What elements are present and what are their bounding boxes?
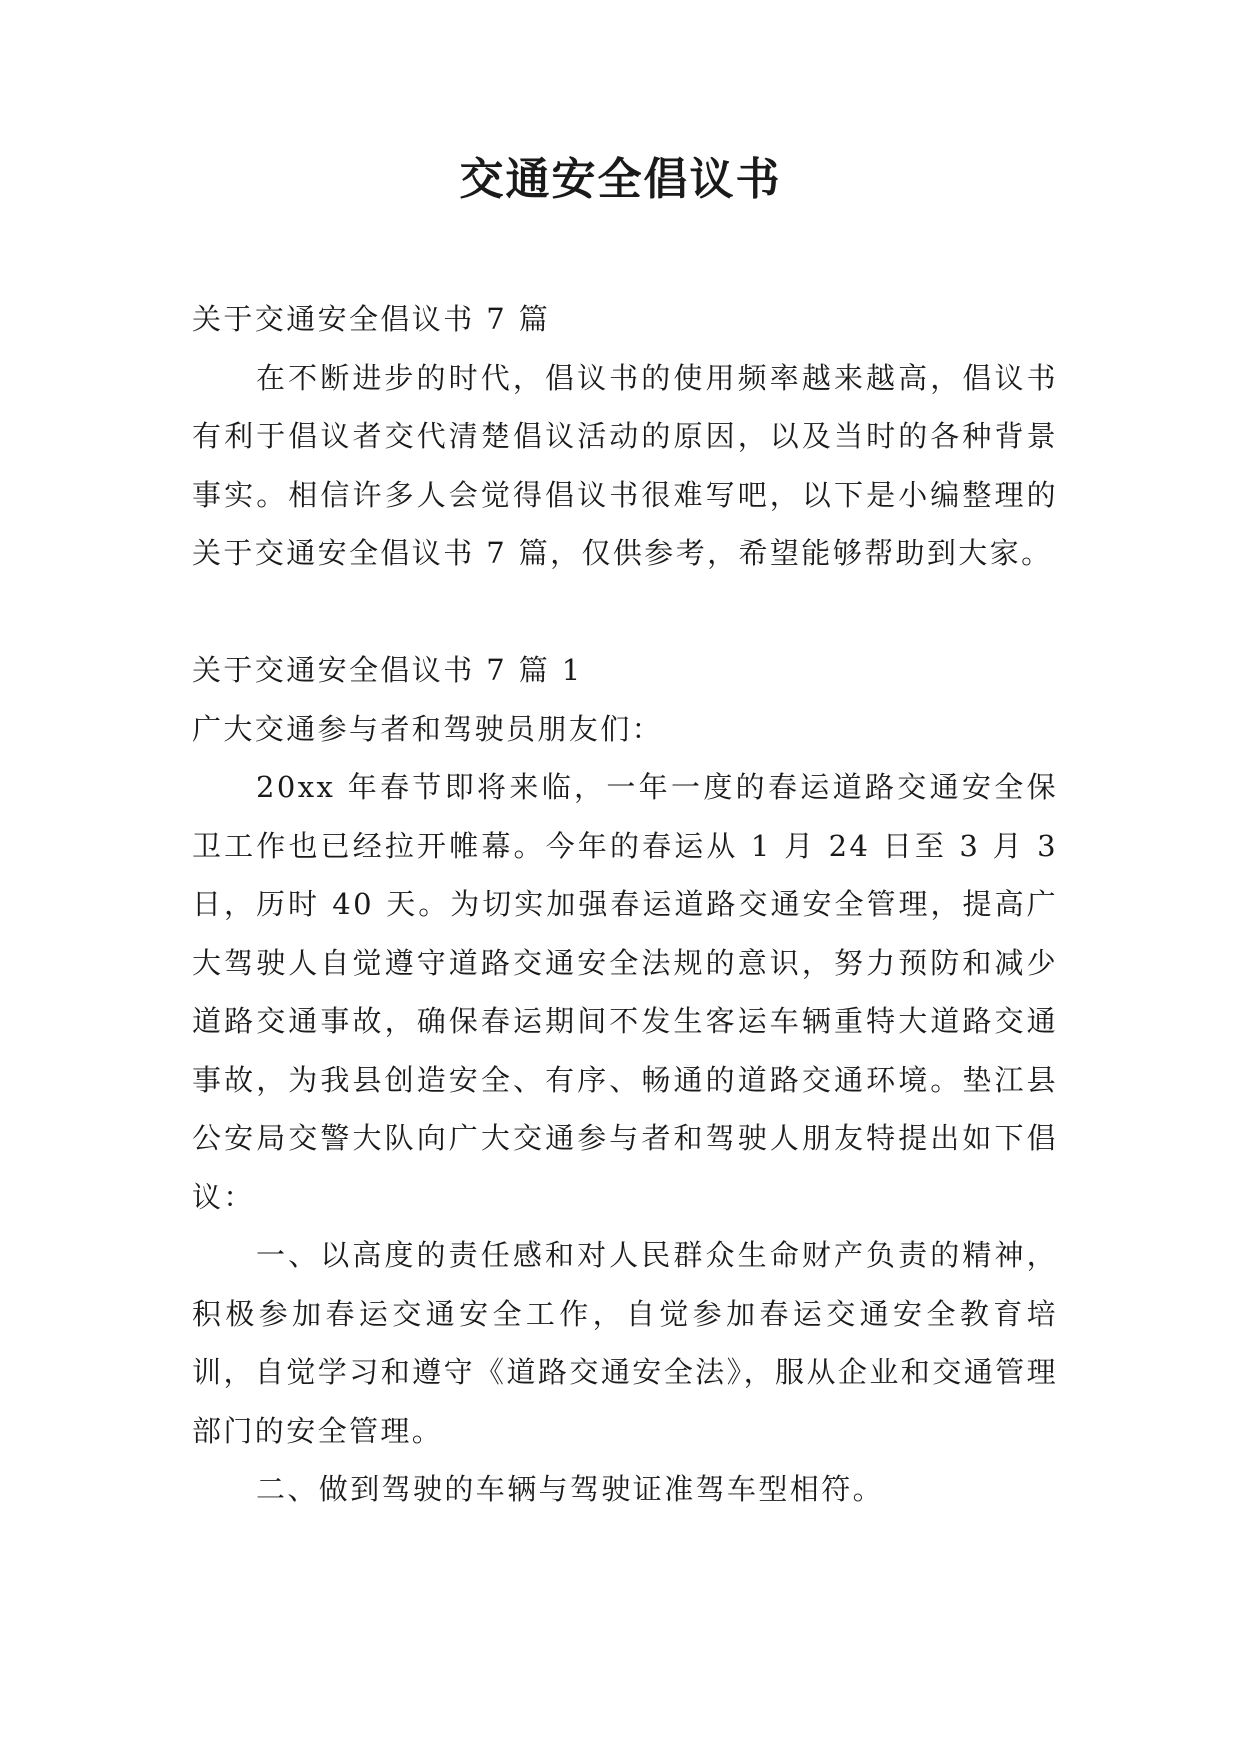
paragraph-spacer [192, 583, 1058, 642]
document-body [192, 290, 1058, 1519]
proposal-item-2: 二、做到驾驶的车辆与驾驶证准驾车型相符。 [256, 1472, 885, 1506]
section-heading: 关于交通安全倡议书 7 篇 1 [192, 653, 583, 687]
document-title: 交通安全倡议书 [459, 154, 782, 205]
intro-paragraph: 在不断进步的时代，倡议书的使用频率越来越高，倡议书有利于倡议者交代清楚倡议活动的原因，以及当时的各种背景事实。相信许多人会觉得倡议书很难写吧，以下是小编整理的关于交通安全倡议书 7 篇，仅供参考，希望能够帮助到大家。 [192, 360, 1058, 570]
body-paragraph-1: 20xx 年春节即将来临，一年一度的春运道路交通安全保卫工作也已经拉开帷幕。今年的春运从 1 月 24 日至 3 月 3 日，历时 40 天。为切实加强春运道路交通安全管理，提高广大驾驶人自觉遵守道路交通安全法规的意识，努力预防和减少道路交通事故，确保春运期间不发生客运车辆重特大道路交通事故，为我县创造安全、有序、畅通的道路交通环境。垫江县公安局交警大队向广大交通参与者和驾驶人朋友特提出如下倡议： [192, 770, 1058, 1214]
proposal-item-1: 一、以高度的责任感和对人民群众生命财产负责的精神，积极参加春运交通安全工作，自觉参加春运交通安全教育培训，自觉学习和遵守《道路交通安全法》，服从企业和交通管理部门的安全管理。 [192, 1238, 1058, 1448]
salutation: 广大交通参与者和驾驶员朋友们： [192, 711, 664, 746]
document-subtitle: 关于交通安全倡议书 7 篇 [192, 302, 551, 336]
